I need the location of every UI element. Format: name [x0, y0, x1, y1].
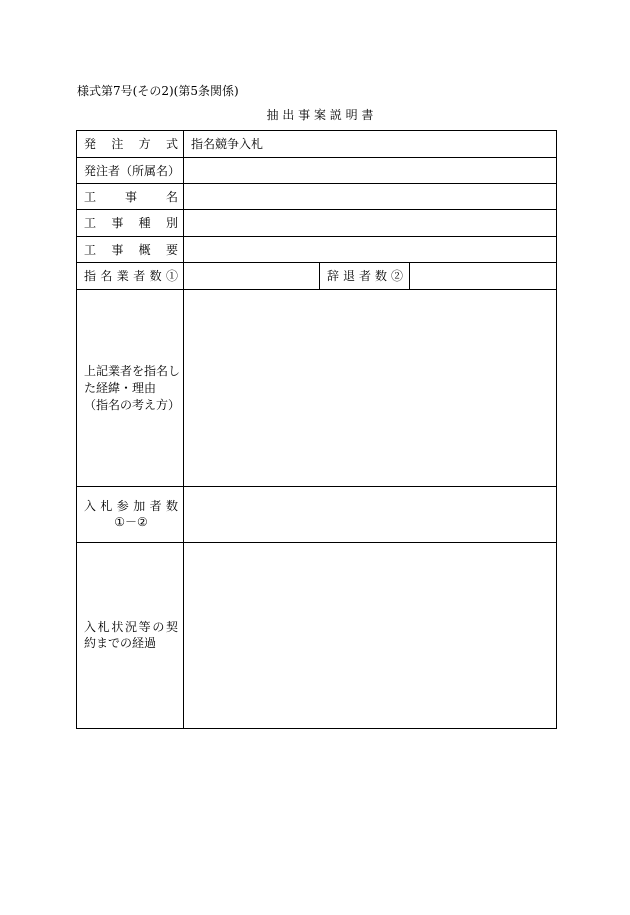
form-number: 様式第7号(その2)(第5条関係) [77, 84, 239, 98]
contract-process-label-line-2: 約までの経過 [84, 636, 157, 650]
explanation-table [76, 130, 557, 729]
row-nomination-reason [77, 290, 557, 487]
nominated-count-value-cell [184, 263, 320, 290]
order-method-label: 発 注 方 式 [84, 137, 178, 151]
project-overview-value-cell [184, 237, 557, 263]
project-name-label: 工 事 名 [84, 189, 178, 204]
order-method-label-cell [77, 131, 184, 158]
document-title: 抽 出 事 案 説 明 書 [266, 108, 374, 122]
bidder-count-label-line-1: 入 札 参 加 者 数 [84, 499, 178, 513]
row-order-method [77, 131, 557, 158]
nomination-reason-label-line-2: た経緯・理由 [84, 380, 157, 395]
row-orderer [77, 158, 557, 184]
orderer-value-cell [184, 158, 557, 184]
bidder-count-value-cell [184, 487, 557, 543]
contract-process-label-line-1: 入札状況等の契 [84, 620, 178, 634]
declined-count-label: 辞 退 者 数 ② [327, 269, 403, 283]
orderer-label-cell [77, 158, 184, 184]
row-contract-process [77, 543, 557, 729]
project-overview-label: 工 事 概 要 [84, 242, 178, 257]
row-bidder-count [77, 487, 557, 543]
declined-count-value-cell [410, 263, 557, 290]
row-project-type [77, 210, 557, 237]
contract-process-label-cell [77, 543, 184, 729]
bidder-count-label-line-2: ①－② [114, 515, 148, 529]
project-name-value-cell [184, 184, 557, 210]
order-method-value: 指名競争入札 [184, 131, 557, 158]
nomination-reason-label-line-3: （指名の考え方） [84, 397, 181, 412]
nomination-reason-label-cell [77, 290, 184, 487]
project-type-label-cell [77, 210, 184, 237]
contract-process-value-cell [184, 543, 557, 729]
nomination-reason-label-line-1: 上記業者を指名し [84, 363, 181, 378]
nomination-reason-value-cell [184, 290, 557, 487]
row-project-overview [77, 237, 557, 263]
row-counts [77, 263, 557, 290]
project-name-label-cell [77, 184, 184, 210]
declined-count-label-cell [320, 263, 410, 290]
orderer-label: 発注者（所属名） [84, 163, 181, 178]
row-project-name [77, 184, 557, 210]
bidder-count-label-cell [77, 487, 184, 543]
nominated-count-label-cell [77, 263, 184, 290]
project-type-label: 工 事 種 別 [84, 216, 178, 230]
project-overview-label-cell [77, 237, 184, 263]
nominated-count-label: 指 名 業 者 数 ① [84, 269, 178, 283]
project-type-value-cell [184, 210, 557, 237]
